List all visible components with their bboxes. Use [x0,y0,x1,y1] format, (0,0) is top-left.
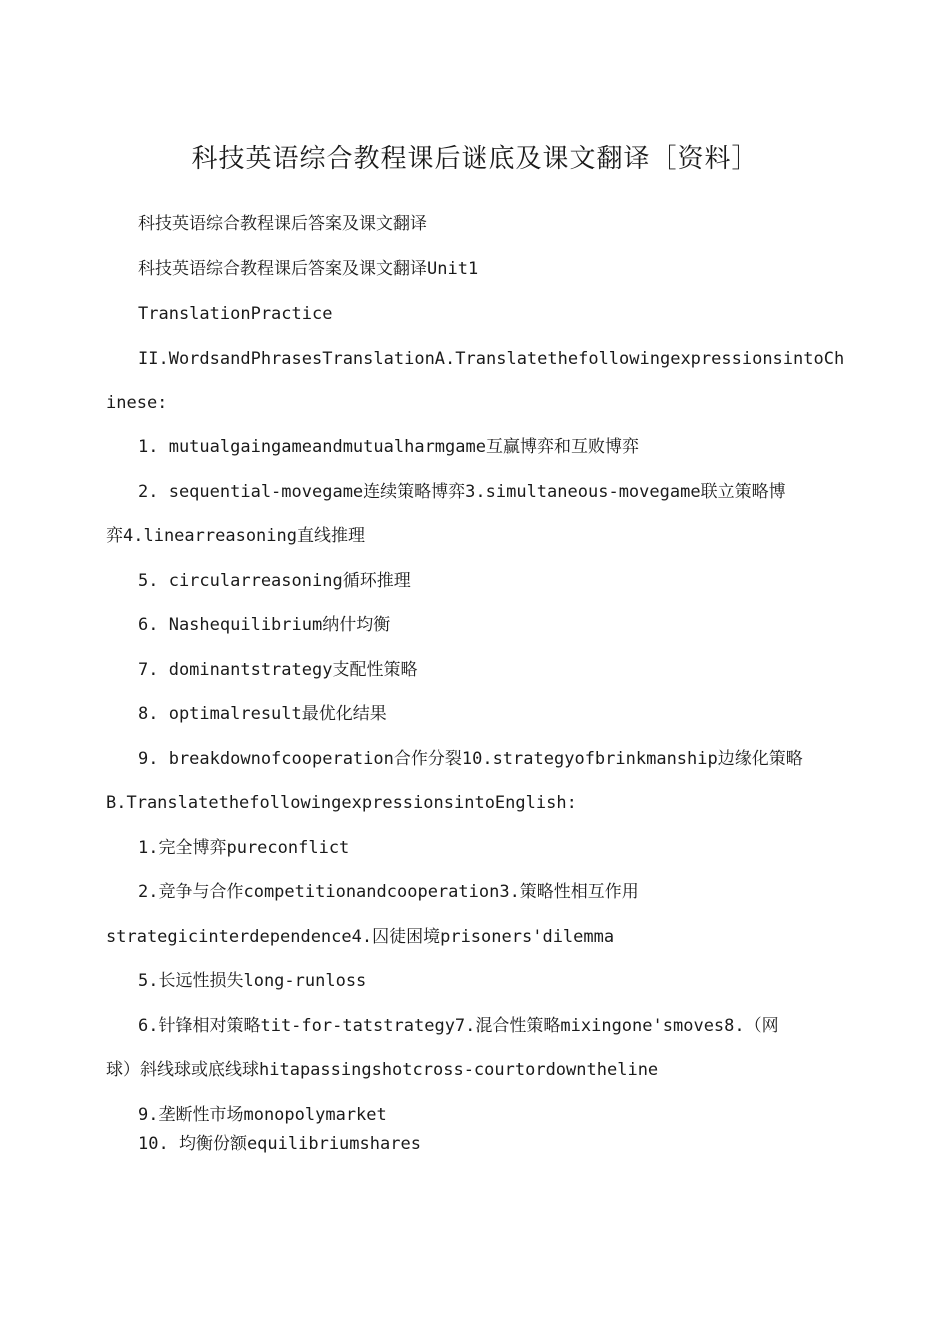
list-item: 5.长远性损失long-runloss [138,971,367,991]
paragraph-line: inese: [106,393,168,413]
list-item: 球）斜线球或底线球hitapassingshotcross-courtordowntheline [106,1060,659,1080]
paragraph-line: 科技英语综合教程课后答案及课文翻译 [138,214,427,234]
list-item: 6. Nashequilibrium纳什均衡 [138,615,391,635]
list-item: 1. mutualgaingameandmutualharmgame互赢博弈和互败博弈 [138,437,639,457]
list-item: 5. circularreasoning循环推理 [138,571,411,591]
list-item: strategicinterdependence4.囚徒困境prisoners'dilemma [106,927,615,947]
section-heading: B.TranslatethefollowingexpressionsintoEnglish: [106,793,577,813]
list-item: 7. dominantstrategy支配性策略 [138,660,418,680]
list-item: 9.垄断性市场monopolymarket [138,1105,387,1125]
paragraph-line: TranslationPractice [138,304,333,324]
list-item: 10. 均衡份额equilibriumshares [138,1134,421,1154]
list-item: 1.完全博弈pureconflict [138,838,350,858]
list-item: 弈4.linearreasoning直线推理 [106,526,365,546]
document-title: 科技英语综合教程课后谜底及课文翻译［资料］ [191,144,759,174]
list-item: 6.针锋相对策略tit-for-tatstrategy7.混合性策略mixingone'smoves8.（网 [138,1016,779,1036]
list-item: 2.竞争与合作competitionandcooperation3.策略性相互作用 [138,882,639,902]
list-item: 8. optimalresult最优化结果 [138,704,387,724]
list-item: 9. breakdownofcooperation合作分裂10.strategyofbrinkmanship边缘化策略 [138,749,803,769]
paragraph-line: II.WordsandPhrasesTranslationA.TranslatethefollowingexpressionsintoCh [138,349,845,369]
list-item: 2. sequential-movegame连续策略博弈3.simultaneous-movegame联立策略博 [138,482,786,502]
paragraph-line: 科技英语综合教程课后答案及课文翻译Unit1 [138,259,479,279]
